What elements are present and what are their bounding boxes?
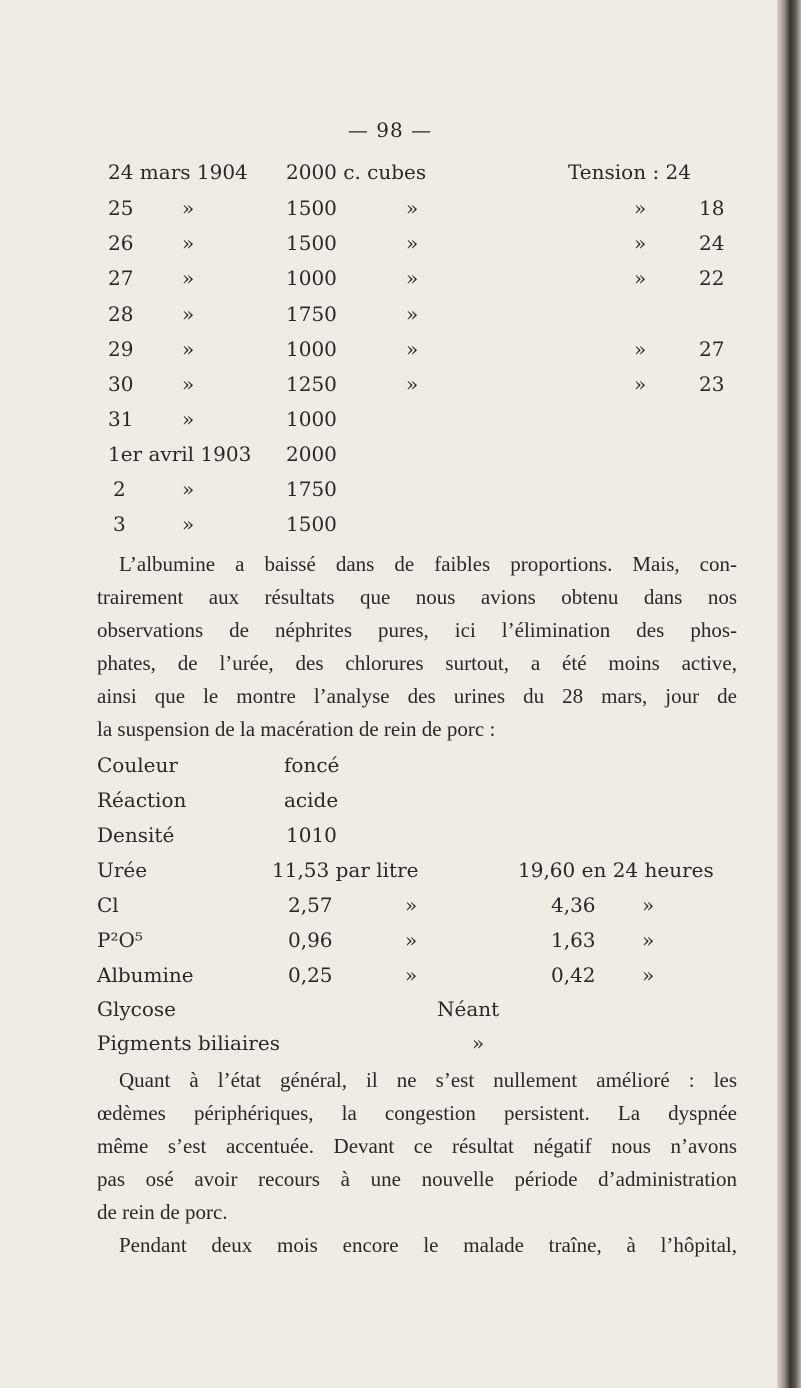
ditto-mark: » — [406, 266, 419, 290]
tension-cell: 22 — [699, 266, 725, 290]
table-row — [0, 266, 780, 294]
analysis-label: Réaction — [97, 788, 187, 812]
ditto-mark: » — [182, 477, 195, 501]
analysis-label: Densité — [97, 823, 175, 847]
ditto-mark: » — [182, 302, 195, 326]
volume-cell: 1750 — [286, 477, 337, 501]
analysis-total: 4,36 — [551, 893, 596, 917]
date-cell: 3 — [113, 512, 126, 536]
table-row — [0, 928, 780, 956]
ditto-mark: » — [405, 963, 418, 987]
ditto-mark: » — [642, 963, 655, 987]
table-row — [0, 302, 780, 330]
page-binding-edge — [777, 0, 801, 1388]
table-row — [0, 823, 780, 851]
analysis-label: Pigments biliaires — [97, 1031, 280, 1055]
volume-cell: 1250 — [286, 372, 337, 396]
ditto-mark: » — [642, 893, 655, 917]
date-cell: 25 — [108, 196, 134, 220]
table-row — [0, 407, 780, 435]
text-line: phates, de l’urée, des chlorures surtout, a été moins active, — [97, 651, 737, 675]
analysis-total: 19,60 en 24 heures — [518, 858, 714, 882]
date-cell: 2 — [113, 477, 126, 501]
ditto-mark: » — [634, 266, 647, 290]
text-line: œdèmes périphériques, la congestion persistent. La dyspnée — [97, 1101, 737, 1125]
ditto-mark: » — [182, 231, 195, 255]
text-line: Quant à l’état général, il ne s’est nullement amélioré : les — [119, 1068, 737, 1092]
date-cell: 31 — [108, 407, 134, 431]
volume-cell: 1500 — [286, 231, 337, 255]
tension-cell: 18 — [699, 196, 725, 220]
date-cell: 28 — [108, 302, 134, 326]
table-row — [0, 963, 780, 991]
tension-cell: Tension : 24 — [568, 160, 691, 184]
analysis-value: 11,53 par litre — [272, 858, 419, 882]
date-cell: 27 — [108, 266, 134, 290]
paragraph — [97, 548, 737, 746]
analysis-value: 0,25 — [288, 963, 333, 987]
paragraph — [97, 1064, 737, 1229]
ditto-mark: » — [406, 302, 419, 326]
volume-cell: 1000 — [286, 407, 337, 431]
date-cell: 26 — [108, 231, 134, 255]
table-row — [0, 997, 780, 1025]
table-row — [0, 893, 780, 921]
text-line: la suspension de la macération de rein de porc : — [97, 717, 496, 741]
analysis-value: 0,96 — [288, 928, 333, 952]
table-row — [0, 512, 780, 540]
analysis-value: 2,57 — [288, 893, 333, 917]
volume-cell: 1500 — [286, 512, 337, 536]
ditto-mark: » — [182, 372, 195, 396]
volume-cell: 1000 — [286, 337, 337, 361]
page-number: — 98 — — [347, 118, 433, 142]
ditto-mark: » — [634, 196, 647, 220]
text-line: ainsi que le montre l’analyse des urines du 28 mars, jour de — [97, 684, 737, 708]
table-row — [0, 160, 780, 188]
table-row — [0, 1031, 780, 1059]
table-row — [0, 753, 780, 781]
text-line: de rein de porc. — [97, 1200, 228, 1224]
table-row — [0, 337, 780, 365]
ditto-mark: » — [634, 372, 647, 396]
ditto-mark: » — [406, 337, 419, 361]
analysis-label: Glycose — [97, 997, 177, 1021]
analysis-total: 0,42 — [551, 963, 596, 987]
table-row — [0, 788, 780, 816]
date-cell: 29 — [108, 337, 134, 361]
analysis-label: P²O⁵ — [97, 928, 143, 952]
tension-cell: 24 — [699, 231, 725, 255]
ditto-mark: » — [472, 1031, 485, 1055]
volume-cell: 2000 — [286, 442, 337, 466]
tension-cell: 23 — [699, 372, 725, 396]
date-cell: 30 — [108, 372, 134, 396]
table-row — [0, 372, 780, 400]
table-row — [0, 477, 780, 505]
volume-cell: 1750 — [286, 302, 337, 326]
ditto-mark: » — [182, 512, 195, 536]
analysis-label: Couleur — [97, 753, 178, 777]
ditto-mark: » — [182, 337, 195, 361]
analysis-total: 1,63 — [551, 928, 596, 952]
analysis-label: Cl — [97, 893, 119, 917]
tension-cell: 27 — [699, 337, 725, 361]
analysis-value: foncé — [284, 753, 340, 777]
date-cell: 24 mars 1904 — [108, 160, 248, 184]
ditto-mark: » — [634, 337, 647, 361]
volume-cell: 1000 — [286, 266, 337, 290]
table-row — [0, 858, 780, 886]
text-line: trairement aux résultats que nous avions obtenu dans nos — [97, 585, 737, 609]
text-line: observations de néphrites pures, ici l’élimination des phos- — [97, 618, 737, 642]
table-row — [0, 196, 780, 224]
analysis-value: 1010 — [286, 823, 337, 847]
ditto-mark: » — [642, 928, 655, 952]
ditto-mark: » — [405, 928, 418, 952]
ditto-mark: » — [406, 372, 419, 396]
table-row — [0, 442, 780, 470]
text-line: même s’est accentuée. Devant ce résultat négatif nous n’avons — [97, 1134, 737, 1158]
ditto-mark: » — [182, 196, 195, 220]
analysis-label: Albumine — [97, 963, 194, 987]
ditto-mark: » — [405, 893, 418, 917]
table-row — [0, 231, 780, 259]
ditto-mark: » — [634, 231, 647, 255]
text-line: pas osé avoir recours à une nouvelle période d’administration — [97, 1167, 737, 1191]
ditto-mark: » — [182, 266, 195, 290]
volume-cell: 2000 c. cubes — [286, 160, 427, 184]
text-line: Pendant deux mois encore le malade traîne, à l’hôpital, — [119, 1233, 737, 1257]
analysis-value: acide — [284, 788, 339, 812]
paragraph — [97, 1229, 737, 1262]
text-line: L’albumine a baissé dans de faibles proportions. Mais, con- — [119, 552, 737, 576]
volume-cell: 1500 — [286, 196, 337, 220]
date-cell: 1er avril 1903 — [108, 442, 252, 466]
ditto-mark: » — [406, 196, 419, 220]
ditto-mark: » — [406, 231, 419, 255]
analysis-value: Néant — [437, 997, 500, 1021]
analysis-label: Urée — [97, 858, 148, 882]
ditto-mark: » — [182, 407, 195, 431]
